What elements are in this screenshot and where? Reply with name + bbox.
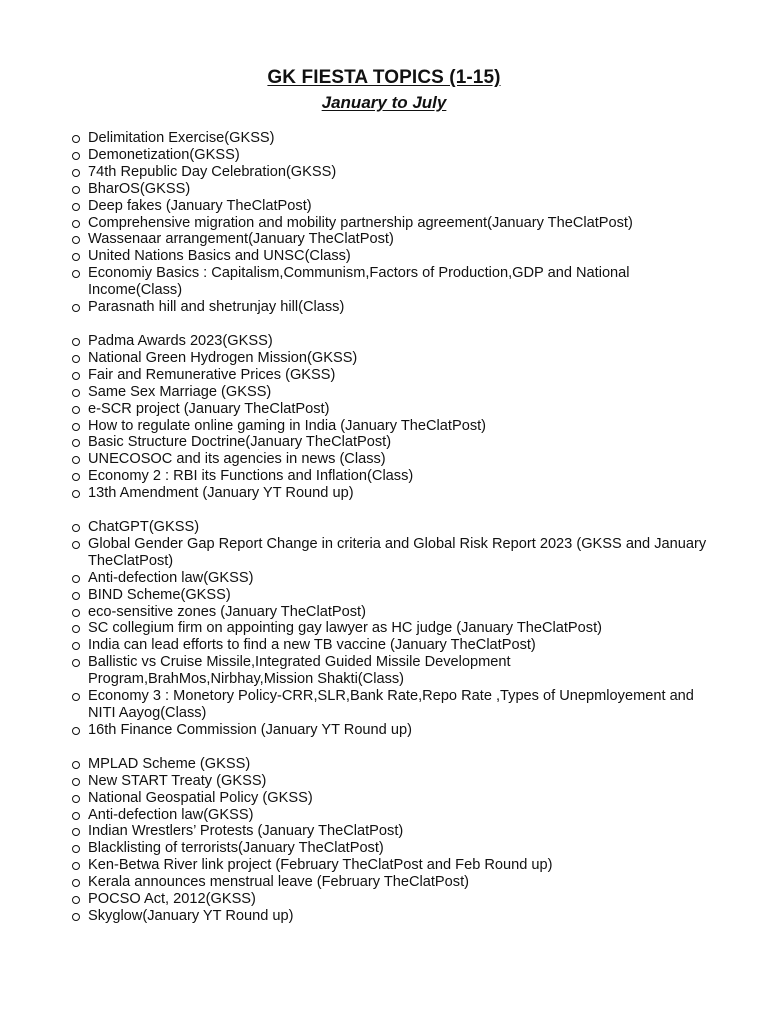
topic-text: Anti-defection law(GKSS) — [88, 569, 254, 586]
bullet-icon — [72, 253, 80, 261]
topic-item — [69, 823, 709, 840]
topic-text: BIND Scheme(GKSS) — [88, 586, 231, 603]
topic-text: eco-sensitive zones (January TheClatPost) — [88, 603, 366, 620]
bullet-icon — [72, 913, 80, 921]
topic-group — [69, 519, 709, 739]
topic-item — [69, 756, 709, 773]
topic-text: National Green Hydrogen Mission(GKSS) — [88, 349, 358, 366]
bullet-icon — [72, 355, 80, 363]
bullet-icon — [72, 575, 80, 583]
topic-text: Kerala announces menstrual leave (February TheClatPost) — [88, 874, 469, 891]
page-title: GK FIESTA TOPICS (1-15) — [267, 67, 501, 88]
bullet-icon — [72, 220, 80, 228]
topic-text: National Geospatial Policy (GKSS) — [88, 789, 313, 806]
topic-item — [69, 857, 709, 874]
topic-item — [69, 384, 709, 401]
topic-item — [69, 350, 709, 367]
bullet-icon — [72, 879, 80, 887]
bullet-icon — [72, 236, 80, 244]
topic-item — [69, 265, 709, 299]
bullet-icon — [72, 372, 80, 380]
topic-text: 13th Amendment (January YT Round up) — [88, 485, 354, 502]
topic-item — [69, 536, 709, 570]
topic-item — [69, 688, 709, 722]
bullet-icon — [72, 406, 80, 414]
topic-item — [69, 722, 709, 739]
bullet-icon — [72, 795, 80, 803]
topic-text: Economy 2 : RBI its Functions and Inflation(Class) — [88, 468, 414, 485]
bullet-icon — [72, 727, 80, 735]
topic-text: Global Gender Gap Report Change in criteria and Global Risk Report 2023 (GKSS and January TheClatPost) — [88, 535, 707, 569]
topic-text: ChatGPT(GKSS) — [88, 519, 200, 536]
topic-item — [69, 570, 709, 587]
topic-text: United Nations Basics and UNSC(Class) — [88, 248, 351, 265]
topic-item — [69, 401, 709, 418]
topic-item — [69, 333, 709, 350]
topic-text: New START Treaty (GKSS) — [88, 772, 267, 789]
topic-item — [69, 367, 709, 384]
topic-text: 16th Finance Commission (January YT Round up) — [88, 721, 412, 738]
bullet-icon — [72, 862, 80, 870]
bullet-icon — [72, 592, 80, 600]
topic-item — [69, 891, 709, 908]
topic-text: Deep fakes (January TheClatPost) — [88, 197, 312, 214]
bullet-icon — [72, 625, 80, 633]
bullet-icon — [72, 761, 80, 769]
bullet-icon — [72, 541, 80, 549]
topic-item — [69, 198, 709, 215]
bullet-icon — [72, 135, 80, 143]
topic-item — [69, 519, 709, 536]
bullet-icon — [72, 473, 80, 481]
bullet-icon — [72, 423, 80, 431]
topic-item — [69, 181, 709, 198]
bullet-icon — [72, 338, 80, 346]
topic-item — [69, 164, 709, 181]
bullet-icon — [72, 169, 80, 177]
topic-text: SC collegium firm on appointing gay lawyer as HC judge (January TheClatPost) — [88, 620, 602, 637]
topic-item — [69, 248, 709, 265]
topic-text: UNECOSOC and its agencies in news (Class) — [88, 451, 386, 468]
bullet-icon — [72, 203, 80, 211]
bullet-icon — [72, 896, 80, 904]
bullet-icon — [72, 642, 80, 650]
topic-item — [69, 485, 709, 502]
topic-text: Wassenaar arrangement(January TheClatPost) — [88, 231, 394, 248]
bullet-icon — [72, 845, 80, 853]
topic-item — [69, 299, 709, 316]
topic-text: Ken-Betwa River link project (February TheClatPost and Feb Round up) — [88, 857, 553, 874]
topic-item — [69, 231, 709, 248]
bullet-icon — [72, 270, 80, 278]
topic-text: 74th Republic Day Celebration(GKSS) — [88, 163, 337, 180]
bullet-icon — [72, 456, 80, 464]
topic-item — [69, 790, 709, 807]
topic-text: Demonetization(GKSS) — [88, 146, 240, 163]
topic-group — [69, 756, 709, 925]
bullet-icon — [72, 778, 80, 786]
topic-text: India can lead efforts to find a new TB vaccine (January TheClatPost) — [88, 637, 536, 654]
bullet-icon — [72, 152, 80, 160]
topic-text: Delimitation Exercise(GKSS) — [88, 130, 275, 146]
bullet-icon — [72, 186, 80, 194]
topic-text: Ballistic vs Cruise Missile,Integrated Guided Missile Development Program,BrahMos,Nirbhay,Mission Shakti(Class) — [88, 654, 511, 688]
topic-text: Skyglow(January YT Round up) — [88, 907, 294, 924]
topic-text: Economy 3 : Monetory Policy-CRR,SLR,Bank Rate,Repo Rate ,Types of Unepmloyement and NITI Aayog(Class) — [88, 688, 694, 721]
topic-item — [69, 451, 709, 468]
page-subtitle: January to July — [321, 93, 447, 112]
topic-item — [69, 840, 709, 857]
topic-text: Anti-defection law(GKSS) — [88, 806, 254, 823]
topic-item — [69, 434, 709, 451]
bullet-icon — [72, 439, 80, 447]
topic-item — [69, 604, 709, 621]
topic-item — [69, 654, 709, 688]
bullet-icon — [72, 490, 80, 498]
topic-text: Comprehensive migration and mobility partnership agreement(January TheClatPost) — [88, 214, 633, 231]
topic-item — [69, 418, 709, 435]
topic-item — [69, 773, 709, 790]
topic-text: Blacklisting of terrorists(January TheClatPost) — [88, 840, 384, 857]
topic-item — [69, 215, 709, 232]
bullet-icon — [72, 812, 80, 820]
topic-item — [69, 620, 709, 637]
bullet-icon — [72, 828, 80, 836]
topic-group — [69, 130, 709, 316]
topic-text: Parasnath hill and shetrunjay hill(Class) — [88, 299, 345, 316]
bullet-icon — [72, 693, 80, 701]
topic-item — [69, 587, 709, 604]
topic-text: BharOS(GKSS) — [88, 180, 191, 197]
topic-item — [69, 807, 709, 824]
topic-text: MPLAD Scheme (GKSS) — [88, 755, 251, 772]
topic-text: Fair and Remunerative Prices (GKSS) — [88, 366, 336, 383]
topic-text: Padma Awards 2023(GKSS) — [88, 332, 273, 349]
topic-text: Indian Wrestlers’ Protests (January TheClatPost) — [88, 823, 404, 840]
bullet-icon — [72, 389, 80, 397]
topic-text: POCSO Act, 2012(GKSS) — [88, 891, 256, 908]
topic-group — [69, 333, 709, 502]
topic-text: Economiy Basics : Capitalism,Communism,Factors of Production,GDP and National Income(Class) — [88, 265, 630, 299]
topic-item — [69, 130, 709, 147]
topic-item — [69, 874, 709, 891]
topics-list — [69, 130, 709, 942]
bullet-icon — [72, 304, 80, 312]
bullet-icon — [72, 609, 80, 617]
topic-item — [69, 468, 709, 485]
topic-item — [69, 147, 709, 164]
bullet-icon — [72, 659, 80, 667]
topic-item — [69, 637, 709, 654]
topic-item — [69, 908, 709, 925]
topic-text: Basic Structure Doctrine(January TheClatPost) — [88, 434, 392, 451]
topic-text: Same Sex Marriage (GKSS) — [88, 383, 272, 400]
topic-text: How to regulate online gaming in India (January TheClatPost) — [88, 417, 487, 434]
topic-text: e-SCR project (January TheClatPost) — [88, 400, 330, 417]
bullet-icon — [72, 524, 80, 532]
